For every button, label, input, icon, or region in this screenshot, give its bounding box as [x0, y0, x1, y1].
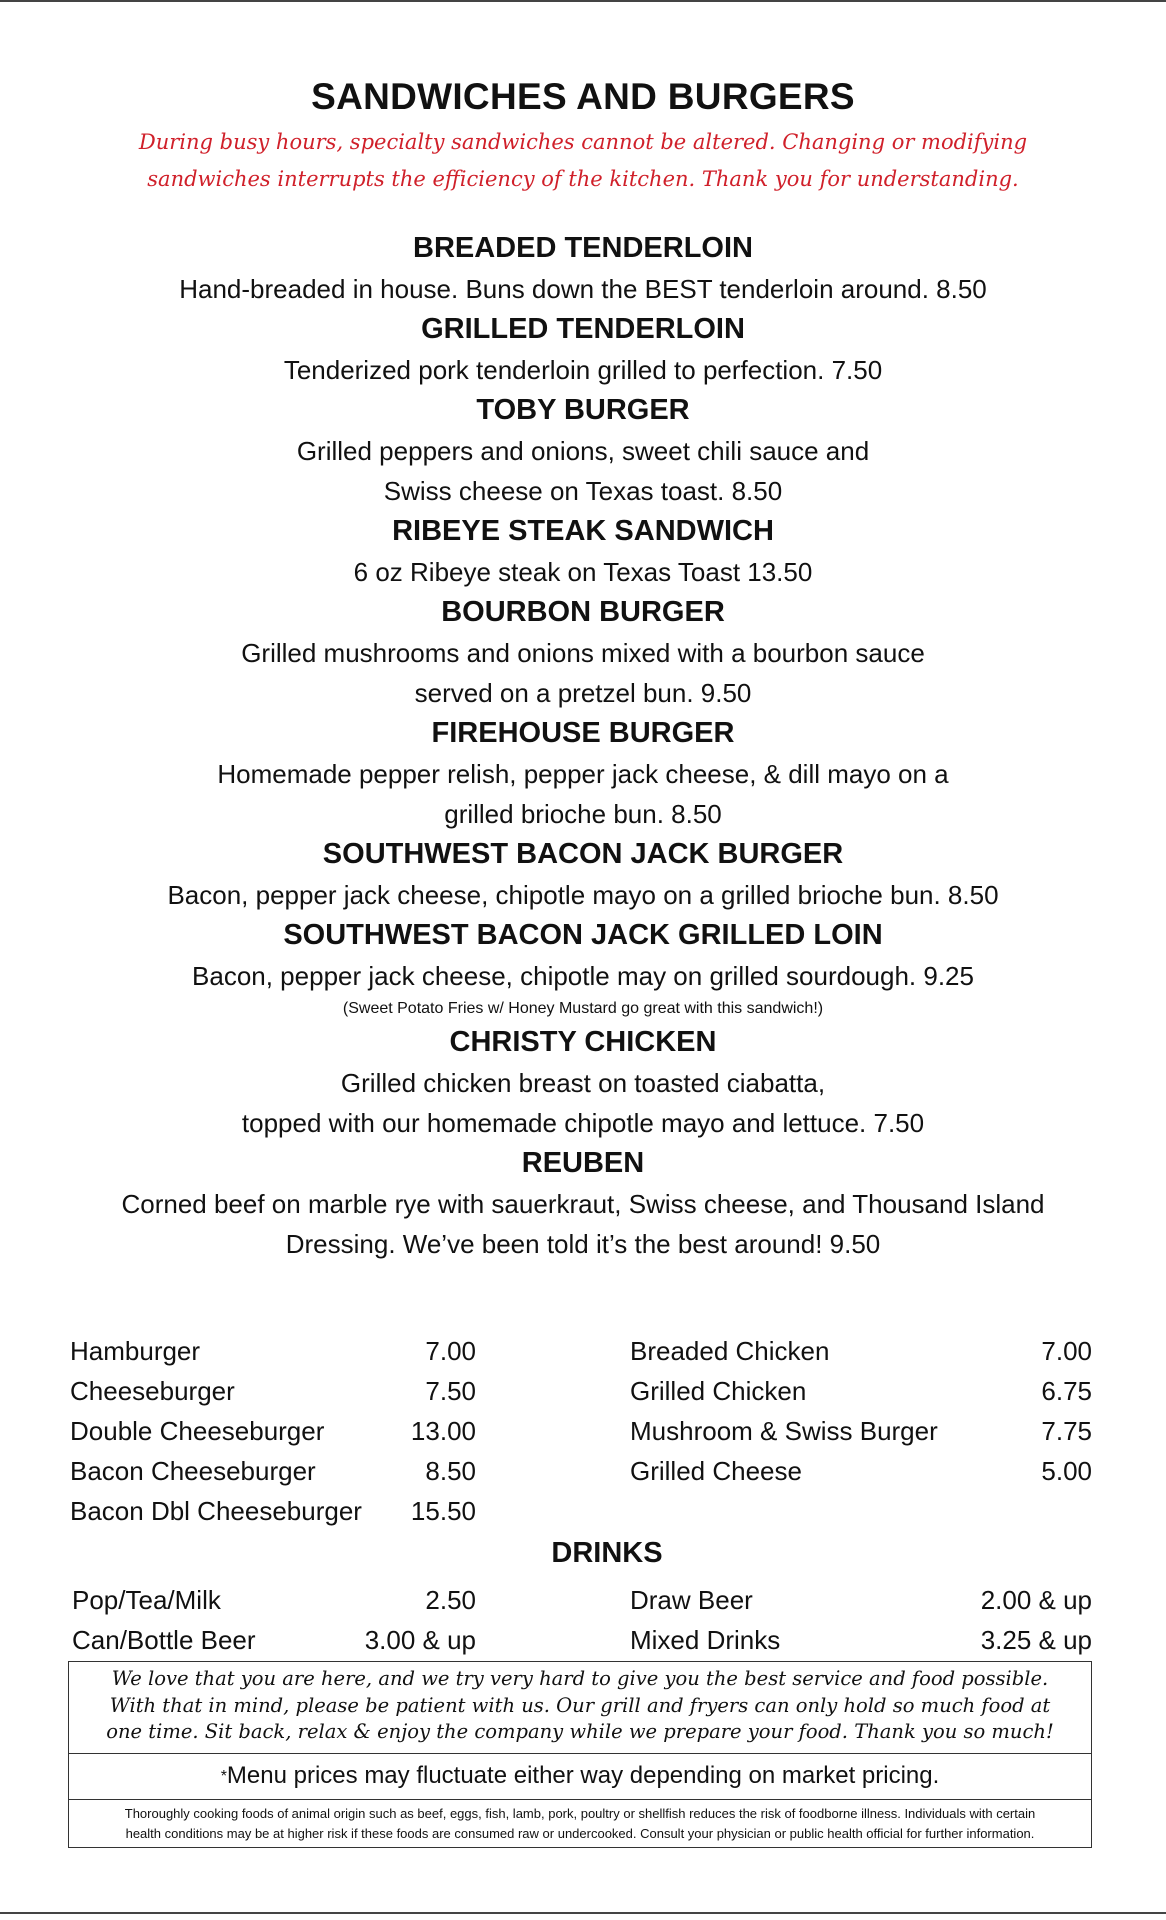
menu-item [40, 228, 1126, 309]
price-row-price: 7.75 [1041, 1416, 1092, 1446]
item-description: Bacon, pepper jack cheese, chipotle may on grilled sourdough. 9.25 [192, 961, 974, 991]
menu-item [40, 390, 1126, 511]
menu-item [40, 834, 1126, 915]
item-description: Grilled chicken breast on toasted ciabatta, [340, 1068, 826, 1098]
drink-name: Draw Beer [630, 1585, 753, 1615]
item-description: Bacon, pepper jack cheese, chipotle mayo on a grilled brioche bun. 8.50 [167, 880, 999, 910]
price-row-name: Hamburger [70, 1336, 201, 1366]
menu-title: SANDWICHES AND BURGERS [311, 76, 855, 117]
page-top-border [0, 0, 1166, 2]
menu-item [40, 1143, 1126, 1264]
item-description: Tenderized pork tenderloin grilled to perfection. 7.50 [283, 355, 883, 385]
item-name: BOURBON BURGER [441, 596, 725, 628]
drink-price: 2.50 [425, 1585, 476, 1615]
price-row-name: Bacon Cheeseburger [70, 1456, 316, 1486]
item-name: REUBEN [521, 1147, 645, 1179]
notice-line: sandwiches interrupts the efficiency of the kitchen. Thank you for understanding. [147, 167, 1019, 191]
price-row [70, 1371, 476, 1411]
item-description: Corned beef on marble rye with sauerkraut, Swiss cheese, and Thousand Island [121, 1189, 1045, 1219]
price-row-price: 7.50 [425, 1376, 476, 1406]
price-row-name: Grilled Chicken [630, 1376, 807, 1406]
item-name: GRILLED TENDERLOIN [421, 313, 745, 345]
menu-item [40, 915, 1126, 1022]
price-row-price: 6.75 [1041, 1376, 1092, 1406]
menu-item [40, 511, 1126, 592]
drink-row [72, 1580, 476, 1620]
price-row [630, 1411, 1092, 1451]
drink-name: Can/Bottle Beer [72, 1625, 256, 1655]
notice-line: During busy hours, specialty sandwiches cannot be altered. Changing or modifying [138, 130, 1028, 154]
welcome-line: one time. Sit back, relax & enjoy the company while we prepare your food. Thank you so much! [106, 1720, 1054, 1743]
price-row-price: 7.00 [1041, 1336, 1092, 1366]
drink-row [630, 1580, 1092, 1620]
pricing-note [69, 1754, 1091, 1800]
page-bottom-border [0, 1912, 1166, 1914]
price-row [70, 1451, 476, 1491]
item-name: RIBEYE STEAK SANDWICH [392, 515, 774, 547]
item-description: Dressing. We’ve been told it’s the best around! 9.50 [285, 1229, 881, 1259]
drink-name: Mixed Drinks [630, 1625, 781, 1655]
menu-item [40, 713, 1126, 834]
welcome-message [69, 1662, 1091, 1754]
item-description: grilled brioche bun. 8.50 [444, 799, 722, 829]
price-row-name: Bacon Dbl Cheeseburger [70, 1496, 362, 1526]
price-row-name: Cheeseburger [70, 1376, 235, 1406]
price-row [70, 1491, 476, 1531]
price-row [70, 1411, 476, 1451]
item-description: served on a pretzel bun. 9.50 [414, 678, 752, 708]
drink-row [72, 1620, 476, 1660]
price-row-price: 8.50 [425, 1456, 476, 1486]
item-description: Homemade pepper relish, pepper jack cheese, & dill mayo on a [217, 759, 949, 789]
menu-item [40, 1022, 1126, 1143]
pricing-note-text: Menu prices may fluctuate either way depending on market pricing. [226, 1762, 940, 1789]
price-row-name: Grilled Cheese [630, 1456, 802, 1486]
item-name: SOUTHWEST BACON JACK GRILLED LOIN [283, 919, 883, 951]
drinks-heading: DRINKS [551, 1537, 663, 1569]
price-row-price: 7.00 [425, 1336, 476, 1366]
price-row-price: 13.00 [410, 1416, 476, 1446]
item-description: topped with our homemade chipotle mayo and lettuce. 7.50 [241, 1108, 925, 1138]
item-description: Grilled peppers and onions, sweet chili sauce and [296, 436, 870, 466]
drink-row [630, 1620, 1092, 1660]
item-name: BREADED TENDERLOIN [413, 232, 753, 264]
item-name: FIREHOUSE BURGER [431, 717, 735, 749]
health-notice-line: Thoroughly cooking foods of animal origin such as beef, eggs, fish, lamb, pork, poultry or shellfish reduces the risk of foodborne illness. Individuals with certain [124, 1806, 1036, 1821]
item-name: SOUTHWEST BACON JACK BURGER [322, 838, 844, 870]
price-row-name: Breaded Chicken [630, 1336, 830, 1366]
item-name: TOBY BURGER [476, 394, 690, 426]
price-row-price: 15.50 [410, 1496, 476, 1526]
menu-item [40, 309, 1126, 390]
item-note: (Sweet Potato Fries w/ Honey Mustard go great with this sandwich!) [342, 1000, 824, 1017]
welcome-line: With that in mind, please be patient with us. Our grill and fryers can only hold so much food at [109, 1693, 1051, 1717]
specialty-sandwiches [40, 228, 1126, 1264]
price-row [630, 1371, 1092, 1411]
item-name: CHRISTY CHICKEN [449, 1026, 717, 1058]
price-row [630, 1451, 1092, 1491]
price-row [70, 1331, 476, 1371]
price-row-name: Mushroom & Swiss Burger [630, 1416, 938, 1446]
drink-name: Pop/Tea/Milk [72, 1585, 221, 1615]
welcome-line: We love that you are here, and we try very hard to give you the best service and food possible. [111, 1667, 1049, 1690]
item-description: Swiss cheese on Texas toast. 8.50 [383, 476, 783, 506]
health-notice [69, 1800, 1091, 1847]
alteration-notice [40, 124, 1126, 198]
footer-notice-box [68, 1661, 1092, 1848]
price-row-name: Double Cheeseburger [70, 1416, 325, 1446]
item-description: 6 oz Ribeye steak on Texas Toast 13.50 [353, 557, 813, 587]
drink-price: 3.00 & up [364, 1625, 476, 1655]
health-notice-line: health conditions may be at higher risk if these foods are consumed raw or undercooked. Consult your physician or public health official for further information. [125, 1826, 1035, 1841]
drink-price: 2.00 & up [980, 1585, 1092, 1615]
item-description: Hand-breaded in house. Buns down the BEST tenderloin around. 8.50 [179, 274, 987, 304]
asterisk-mark: * [220, 1768, 227, 1785]
menu-item [40, 592, 1126, 713]
price-row-price: 5.00 [1041, 1456, 1092, 1486]
price-row [630, 1331, 1092, 1371]
drink-price: 3.25 & up [980, 1625, 1092, 1655]
item-description: Grilled mushrooms and onions mixed with a bourbon sauce [241, 638, 925, 668]
